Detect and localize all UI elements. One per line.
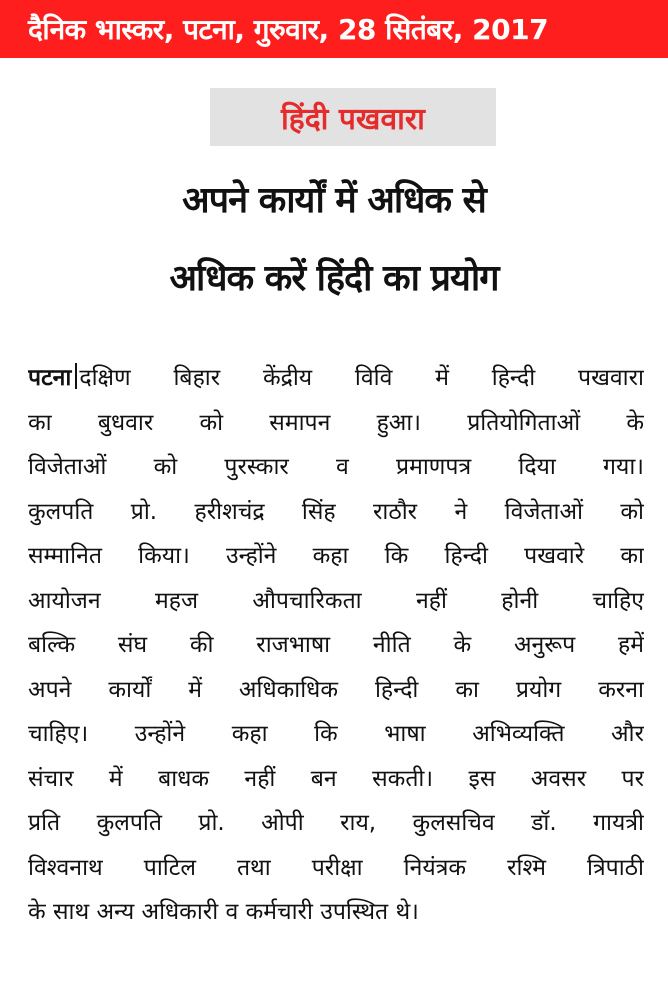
article-line: विजेताओं को पुरस्कार व प्रमाणपत्र दिया गया। bbox=[28, 454, 644, 480]
masthead-banner bbox=[0, 0, 668, 58]
article-line-text: दक्षिण बिहार केंद्रीय विवि में हिन्दी पखवारा bbox=[79, 365, 644, 391]
article-line: का बुधवार को समापन हुआ। प्रतियोगिताओं के bbox=[28, 409, 644, 436]
article-headline bbox=[0, 162, 668, 318]
article-line: प्रति कुलपति प्रो. ओपी राय, कुलसचिव डॉ. गायत्री bbox=[28, 810, 644, 836]
article-line bbox=[28, 356, 644, 401]
section-tag bbox=[210, 88, 496, 146]
section-tag-label: हिंदी पखवारा bbox=[281, 101, 425, 137]
headline-line-1: अपने कार्यों में अधिक से bbox=[182, 180, 486, 221]
article-line: सम्मानित किया। उन्होंने कहा कि हिन्दी पखवारे का bbox=[28, 543, 644, 569]
dateline-divider bbox=[75, 363, 77, 389]
article-line: अपने कार्यों में अधिकाधिक हिन्दी का प्रयोग करना bbox=[28, 676, 644, 703]
masthead-text: दैनिक भास्कर, पटना, गुरुवार, 28 सितंबर, 2017 bbox=[28, 13, 549, 46]
dateline: पटना bbox=[28, 365, 72, 391]
headline-line-2: अधिक करें हिंदी का प्रयोग bbox=[169, 258, 499, 299]
article-body bbox=[28, 356, 644, 935]
article-line: कुलपति प्रो. हरीशचंद्र सिंह राठौर ने विजेताओं को bbox=[28, 498, 644, 525]
article-line: चाहिए। उन्होंने कहा कि भाषा अभिव्यक्ति और bbox=[28, 721, 644, 747]
article-line: के साथ अन्य अधिकारी व कर्मचारी उपस्थित थे। bbox=[28, 899, 419, 925]
article-line: विश्वनाथ पाटिल तथा परीक्षा नियंत्रक रश्मि त्रिपाठी bbox=[28, 854, 644, 881]
article-line: बल्कि संघ की राजभाषा नीति के अनुरूप हमें bbox=[28, 632, 644, 658]
article-line: आयोजन महज औपचारिकता नहीं होनी चाहिए bbox=[28, 587, 644, 614]
article-line: संचार में बाधक नहीं बन सकती। इस अवसर पर bbox=[28, 765, 644, 792]
